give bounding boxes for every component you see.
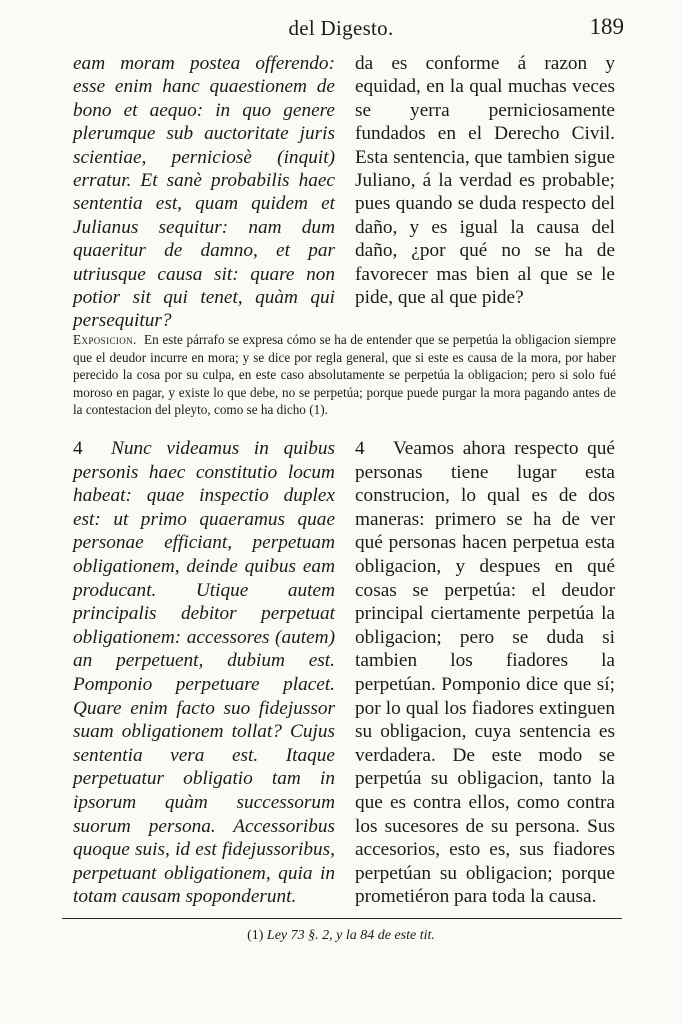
- exposition-note: [73, 331, 616, 419]
- footnote-marker: (1): [247, 928, 264, 943]
- latin-paragraph-4: [73, 437, 335, 909]
- latin-paragraph-text: Nunc videamus in quibus personis haec constitutio locum habeat: quae inspectio duplex est: ut primo quaeramus quae personae efficiant, perpetuam obligationem, deinde quibus eam producant. Utique autem principalis debitor perpetuat obligationem: accessores (autem) an perpetuent, dubium est. Pomponio perpetuare placet. Quare enim facto suo fidejussor suam obligationem tollat? Cujus sententia vera est. Itaque perpetuatur obligatio tam in ipsorum quàm successorum suorum persona. Accessoribus quoque suis, id est fidejussoribus, perpetuant obligationem, quia in totam causam spoponderunt.: [73, 438, 335, 908]
- latin-text-block: eam moram postea offerendo: esse enim hanc quaestionem de bono et aequo: in quo genere plerumque sub auctoritate juris scientiae, perniciosè (inquit) erratur. Et sanè probabilis haec sententia est, quam quidem et Julianus sequitur: nam dum quaeritur de damno, et par utriusque causa sit: quare non potior sit qui tenet, quàm qui persequitur?: [73, 53, 335, 332]
- footnote: [0, 928, 682, 944]
- footnote-text: Ley 73 §. 2, y la 84 de este tit.: [266, 928, 435, 943]
- footnote-divider: [62, 918, 622, 919]
- running-title: del Digesto.: [288, 16, 394, 40]
- spanish-paragraph-number: 4: [355, 438, 365, 459]
- spanish-text-block: da es conforme á razon y equidad, en la qual muchas veces se yerra perniciosamente fundados en el Derecho Civil. Esta sentencia, que tambien sigue Juliano, á la verdad es probable; pues quando se duda respecto del daño, y es igual la causa del daño, ¿por qué no se ha de favorecer mas bien al que se le pide, que al que pide?: [355, 53, 615, 309]
- spanish-paragraph-text: Veamos ahora respecto qué personas tiene lugar esta construcion, lo qual es de dos maneras: primero se ha de ver qué personas hacen perpetua esta obligacion, y despues en qué cosas se perpetúa: el deudor principal ciertamente perpetúa la obligacion; pero se duda si tambien los fiadores la perpetúan. Pomponio dice que sí; por lo qual los fiadores extinguen su obligacion, cuya sentencia es verdadera. De este modo se perpetúa su obligacion, tanto la que es contra ellos, como contra los sucesores de su persona. Sus accesorios, esto es, sus fiadores perpetúan su obligacion; porque prometiéron para toda la causa.: [355, 438, 615, 908]
- spanish-paragraph-4: [355, 437, 615, 909]
- exposition-label: Exposicion.: [73, 332, 137, 347]
- page-number: 189: [589, 14, 624, 39]
- exposition-text: En este párrafo se expresa cómo se ha de entender que se perpetúa la obligacion siempre que el deudor incurre en mora; y se dice por regla general, que si este es causa de la mora, por haber perecido la cosa por su culpa, en este caso absolutamente se perpetúa la obligacion; pero si solo fué moroso en pagar, y existe lo que debe, no se perpetúa; porque puede purgar la mora pagando antes de la contestacion del pleyto, como se ha dicho (1).: [73, 332, 617, 418]
- page-header: [0, 14, 682, 44]
- latin-paragraph-number: 4: [73, 438, 83, 459]
